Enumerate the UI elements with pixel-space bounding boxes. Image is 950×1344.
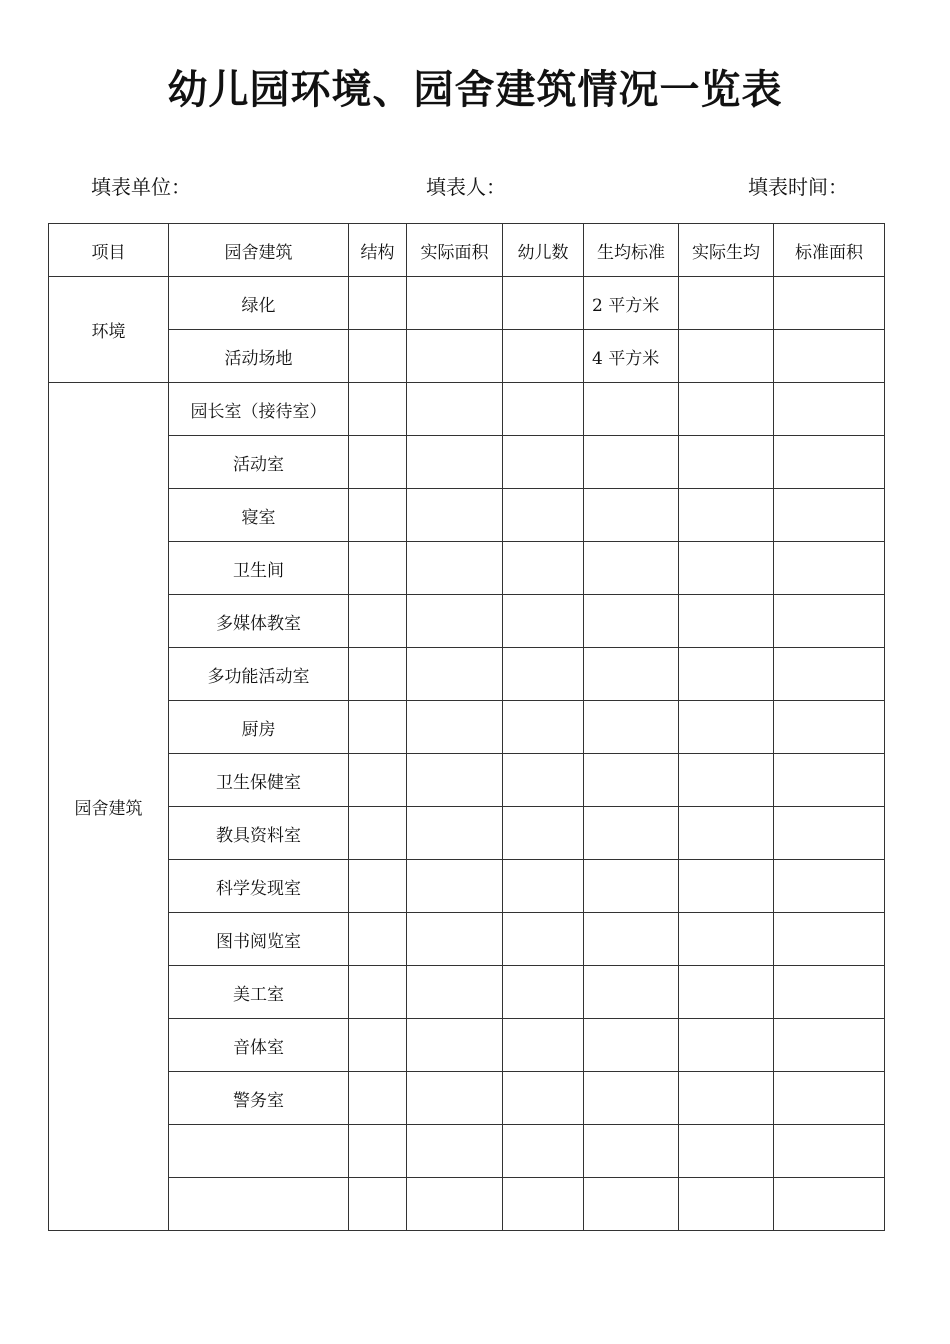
standard-area-cell[interactable] bbox=[774, 807, 885, 860]
actual-per-child-cell[interactable] bbox=[679, 966, 774, 1019]
facility-name: 绿化 bbox=[169, 277, 349, 330]
actual-area-cell[interactable] bbox=[407, 1072, 503, 1125]
actual-area-cell[interactable] bbox=[407, 913, 503, 966]
column-header: 幼儿数 bbox=[503, 224, 584, 277]
facility-name[interactable] bbox=[169, 1178, 349, 1231]
structure-cell[interactable] bbox=[349, 330, 407, 383]
per-child-standard-cell[interactable] bbox=[584, 542, 679, 595]
per-child-standard-cell: 2 平方米 bbox=[584, 277, 679, 330]
facility-name: 卫生间 bbox=[169, 542, 349, 595]
actual-per-child-cell[interactable] bbox=[679, 595, 774, 648]
standard-area-cell[interactable] bbox=[774, 542, 885, 595]
facility-name: 卫生保健室 bbox=[169, 754, 349, 807]
standard-area-cell[interactable] bbox=[774, 595, 885, 648]
actual-area-cell[interactable] bbox=[407, 1178, 503, 1231]
standard-area-cell[interactable] bbox=[774, 1072, 885, 1125]
per-child-standard-cell[interactable] bbox=[584, 1125, 679, 1178]
structure-cell[interactable] bbox=[349, 1019, 407, 1072]
per-child-standard-cell[interactable] bbox=[584, 436, 679, 489]
table-row bbox=[49, 436, 885, 489]
actual-per-child-cell[interactable] bbox=[679, 489, 774, 542]
actual-per-child-cell[interactable] bbox=[679, 277, 774, 330]
actual-area-cell[interactable] bbox=[407, 489, 503, 542]
table-row bbox=[49, 1019, 885, 1072]
structure-cell[interactable] bbox=[349, 277, 407, 330]
actual-per-child-cell[interactable] bbox=[679, 436, 774, 489]
actual-area-cell[interactable] bbox=[407, 701, 503, 754]
actual-per-child-cell[interactable] bbox=[679, 701, 774, 754]
actual-per-child-cell[interactable] bbox=[679, 383, 774, 436]
per-child-standard-cell[interactable] bbox=[584, 595, 679, 648]
structure-cell[interactable] bbox=[349, 701, 407, 754]
table-row bbox=[49, 648, 885, 701]
actual-area-cell[interactable] bbox=[407, 648, 503, 701]
actual-per-child-cell[interactable] bbox=[679, 860, 774, 913]
per-child-standard-cell[interactable] bbox=[584, 383, 679, 436]
child-count-cell[interactable] bbox=[503, 383, 584, 436]
facility-name: 多功能活动室 bbox=[169, 648, 349, 701]
per-child-standard-cell[interactable] bbox=[584, 1178, 679, 1231]
table-row bbox=[49, 542, 885, 595]
actual-per-child-cell[interactable] bbox=[679, 648, 774, 701]
structure-cell[interactable] bbox=[349, 860, 407, 913]
table-row bbox=[49, 277, 885, 330]
per-child-standard-cell[interactable] bbox=[584, 807, 679, 860]
section-label-buildings: 园舍建筑 bbox=[49, 383, 169, 1231]
table-row bbox=[49, 595, 885, 648]
per-child-standard-cell[interactable] bbox=[584, 648, 679, 701]
table-row bbox=[49, 489, 885, 542]
column-header: 结构 bbox=[349, 224, 407, 277]
child-count-cell[interactable] bbox=[503, 860, 584, 913]
actual-per-child-cell[interactable] bbox=[679, 754, 774, 807]
child-count-cell[interactable] bbox=[503, 1019, 584, 1072]
child-count-cell[interactable] bbox=[503, 966, 584, 1019]
standard-area-cell[interactable] bbox=[774, 383, 885, 436]
structure-cell[interactable] bbox=[349, 489, 407, 542]
facility-name: 美工室 bbox=[169, 966, 349, 1019]
actual-area-cell[interactable] bbox=[407, 754, 503, 807]
actual-area-cell[interactable] bbox=[407, 436, 503, 489]
standard-area-cell[interactable] bbox=[774, 277, 885, 330]
standard-area-cell[interactable] bbox=[774, 436, 885, 489]
structure-cell[interactable] bbox=[349, 807, 407, 860]
per-child-standard-cell[interactable] bbox=[584, 913, 679, 966]
child-count-cell[interactable] bbox=[503, 648, 584, 701]
per-child-standard-cell[interactable] bbox=[584, 701, 679, 754]
child-count-cell[interactable] bbox=[503, 1125, 584, 1178]
structure-cell[interactable] bbox=[349, 754, 407, 807]
per-child-standard-cell: 4 平方米 bbox=[584, 330, 679, 383]
section-label-environment: 环境 bbox=[49, 277, 169, 383]
per-child-standard-cell[interactable] bbox=[584, 1019, 679, 1072]
table-row bbox=[49, 1072, 885, 1125]
standard-area-cell[interactable] bbox=[774, 701, 885, 754]
actual-area-cell[interactable] bbox=[407, 860, 503, 913]
per-child-standard-cell[interactable] bbox=[584, 860, 679, 913]
child-count-cell[interactable] bbox=[503, 330, 584, 383]
standard-area-cell[interactable] bbox=[774, 330, 885, 383]
actual-per-child-cell[interactable] bbox=[679, 1072, 774, 1125]
actual-area-cell[interactable] bbox=[407, 383, 503, 436]
standard-area-cell[interactable] bbox=[774, 489, 885, 542]
fill-unit-label: 填表单位： bbox=[91, 175, 191, 199]
fill-person-label: 填表人： bbox=[426, 175, 506, 199]
facility-name: 音体室 bbox=[169, 1019, 349, 1072]
fill-time-label: 填表时间： bbox=[748, 175, 848, 199]
child-count-cell[interactable] bbox=[503, 701, 584, 754]
structure-cell[interactable] bbox=[349, 1178, 407, 1231]
table-row bbox=[49, 966, 885, 1019]
facility-name: 寝室 bbox=[169, 489, 349, 542]
actual-per-child-cell[interactable] bbox=[679, 330, 774, 383]
table-row bbox=[49, 1125, 885, 1178]
table-row bbox=[49, 701, 885, 754]
structure-cell[interactable] bbox=[349, 383, 407, 436]
actual-area-cell[interactable] bbox=[407, 1125, 503, 1178]
facility-name: 多媒体教室 bbox=[169, 595, 349, 648]
standard-area-cell[interactable] bbox=[774, 1019, 885, 1072]
structure-cell[interactable] bbox=[349, 1125, 407, 1178]
child-count-cell[interactable] bbox=[503, 542, 584, 595]
per-child-standard-cell[interactable] bbox=[584, 1072, 679, 1125]
column-header: 生均标准 bbox=[584, 224, 679, 277]
column-header: 实际面积 bbox=[407, 224, 503, 277]
actual-per-child-cell[interactable] bbox=[679, 1178, 774, 1231]
standard-area-cell[interactable] bbox=[774, 648, 885, 701]
actual-area-cell[interactable] bbox=[407, 277, 503, 330]
structure-cell[interactable] bbox=[349, 542, 407, 595]
actual-per-child-cell[interactable] bbox=[679, 913, 774, 966]
actual-per-child-cell[interactable] bbox=[679, 1019, 774, 1072]
facility-name: 活动场地 bbox=[169, 330, 349, 383]
column-header: 园舍建筑 bbox=[169, 224, 349, 277]
column-header: 实际生均 bbox=[679, 224, 774, 277]
child-count-cell[interactable] bbox=[503, 436, 584, 489]
table-row bbox=[49, 913, 885, 966]
standard-area-cell[interactable] bbox=[774, 860, 885, 913]
structure-cell[interactable] bbox=[349, 595, 407, 648]
facility-name: 教具资料室 bbox=[169, 807, 349, 860]
child-count-cell[interactable] bbox=[503, 754, 584, 807]
table-row bbox=[49, 754, 885, 807]
table-row bbox=[49, 860, 885, 913]
actual-per-child-cell[interactable] bbox=[679, 807, 774, 860]
document-title: 幼儿园环境、园舍建筑情况一览表 bbox=[167, 67, 783, 113]
standard-area-cell[interactable] bbox=[774, 966, 885, 1019]
standard-area-cell[interactable] bbox=[774, 1178, 885, 1231]
child-count-cell[interactable] bbox=[503, 1178, 584, 1231]
table-row bbox=[49, 330, 885, 383]
table-body bbox=[49, 224, 885, 1231]
actual-area-cell[interactable] bbox=[407, 1019, 503, 1072]
standard-area-cell[interactable] bbox=[774, 913, 885, 966]
structure-cell[interactable] bbox=[349, 1072, 407, 1125]
child-count-cell[interactable] bbox=[503, 277, 584, 330]
structure-cell[interactable] bbox=[349, 648, 407, 701]
structure-cell[interactable] bbox=[349, 913, 407, 966]
column-header: 项目 bbox=[49, 224, 169, 277]
structure-cell[interactable] bbox=[349, 436, 407, 489]
structure-cell[interactable] bbox=[349, 966, 407, 1019]
facility-name: 警务室 bbox=[169, 1072, 349, 1125]
actual-area-cell[interactable] bbox=[407, 330, 503, 383]
facility-name: 科学发现室 bbox=[169, 860, 349, 913]
child-count-cell[interactable] bbox=[503, 807, 584, 860]
standard-area-cell[interactable] bbox=[774, 1125, 885, 1178]
child-count-cell[interactable] bbox=[503, 913, 584, 966]
column-header: 标准面积 bbox=[774, 224, 885, 277]
facility-name: 图书阅览室 bbox=[169, 913, 349, 966]
facility-name: 厨房 bbox=[169, 701, 349, 754]
header-row bbox=[49, 224, 885, 277]
per-child-standard-cell[interactable] bbox=[584, 754, 679, 807]
standard-area-cell[interactable] bbox=[774, 754, 885, 807]
child-count-cell[interactable] bbox=[503, 1072, 584, 1125]
actual-area-cell[interactable] bbox=[407, 807, 503, 860]
per-child-standard-cell[interactable] bbox=[584, 966, 679, 1019]
child-count-cell[interactable] bbox=[503, 489, 584, 542]
table-row bbox=[49, 383, 885, 436]
actual-per-child-cell[interactable] bbox=[679, 542, 774, 595]
facility-name[interactable] bbox=[169, 1125, 349, 1178]
facility-name: 活动室 bbox=[169, 436, 349, 489]
table-row bbox=[49, 807, 885, 860]
actual-area-cell[interactable] bbox=[407, 966, 503, 1019]
actual-per-child-cell[interactable] bbox=[679, 1125, 774, 1178]
child-count-cell[interactable] bbox=[503, 595, 584, 648]
actual-area-cell[interactable] bbox=[407, 542, 503, 595]
actual-area-cell[interactable] bbox=[407, 595, 503, 648]
facility-name: 园长室（接待室） bbox=[169, 383, 349, 436]
per-child-standard-cell[interactable] bbox=[584, 489, 679, 542]
table-row bbox=[49, 1178, 885, 1231]
facilities-table bbox=[48, 223, 885, 1231]
